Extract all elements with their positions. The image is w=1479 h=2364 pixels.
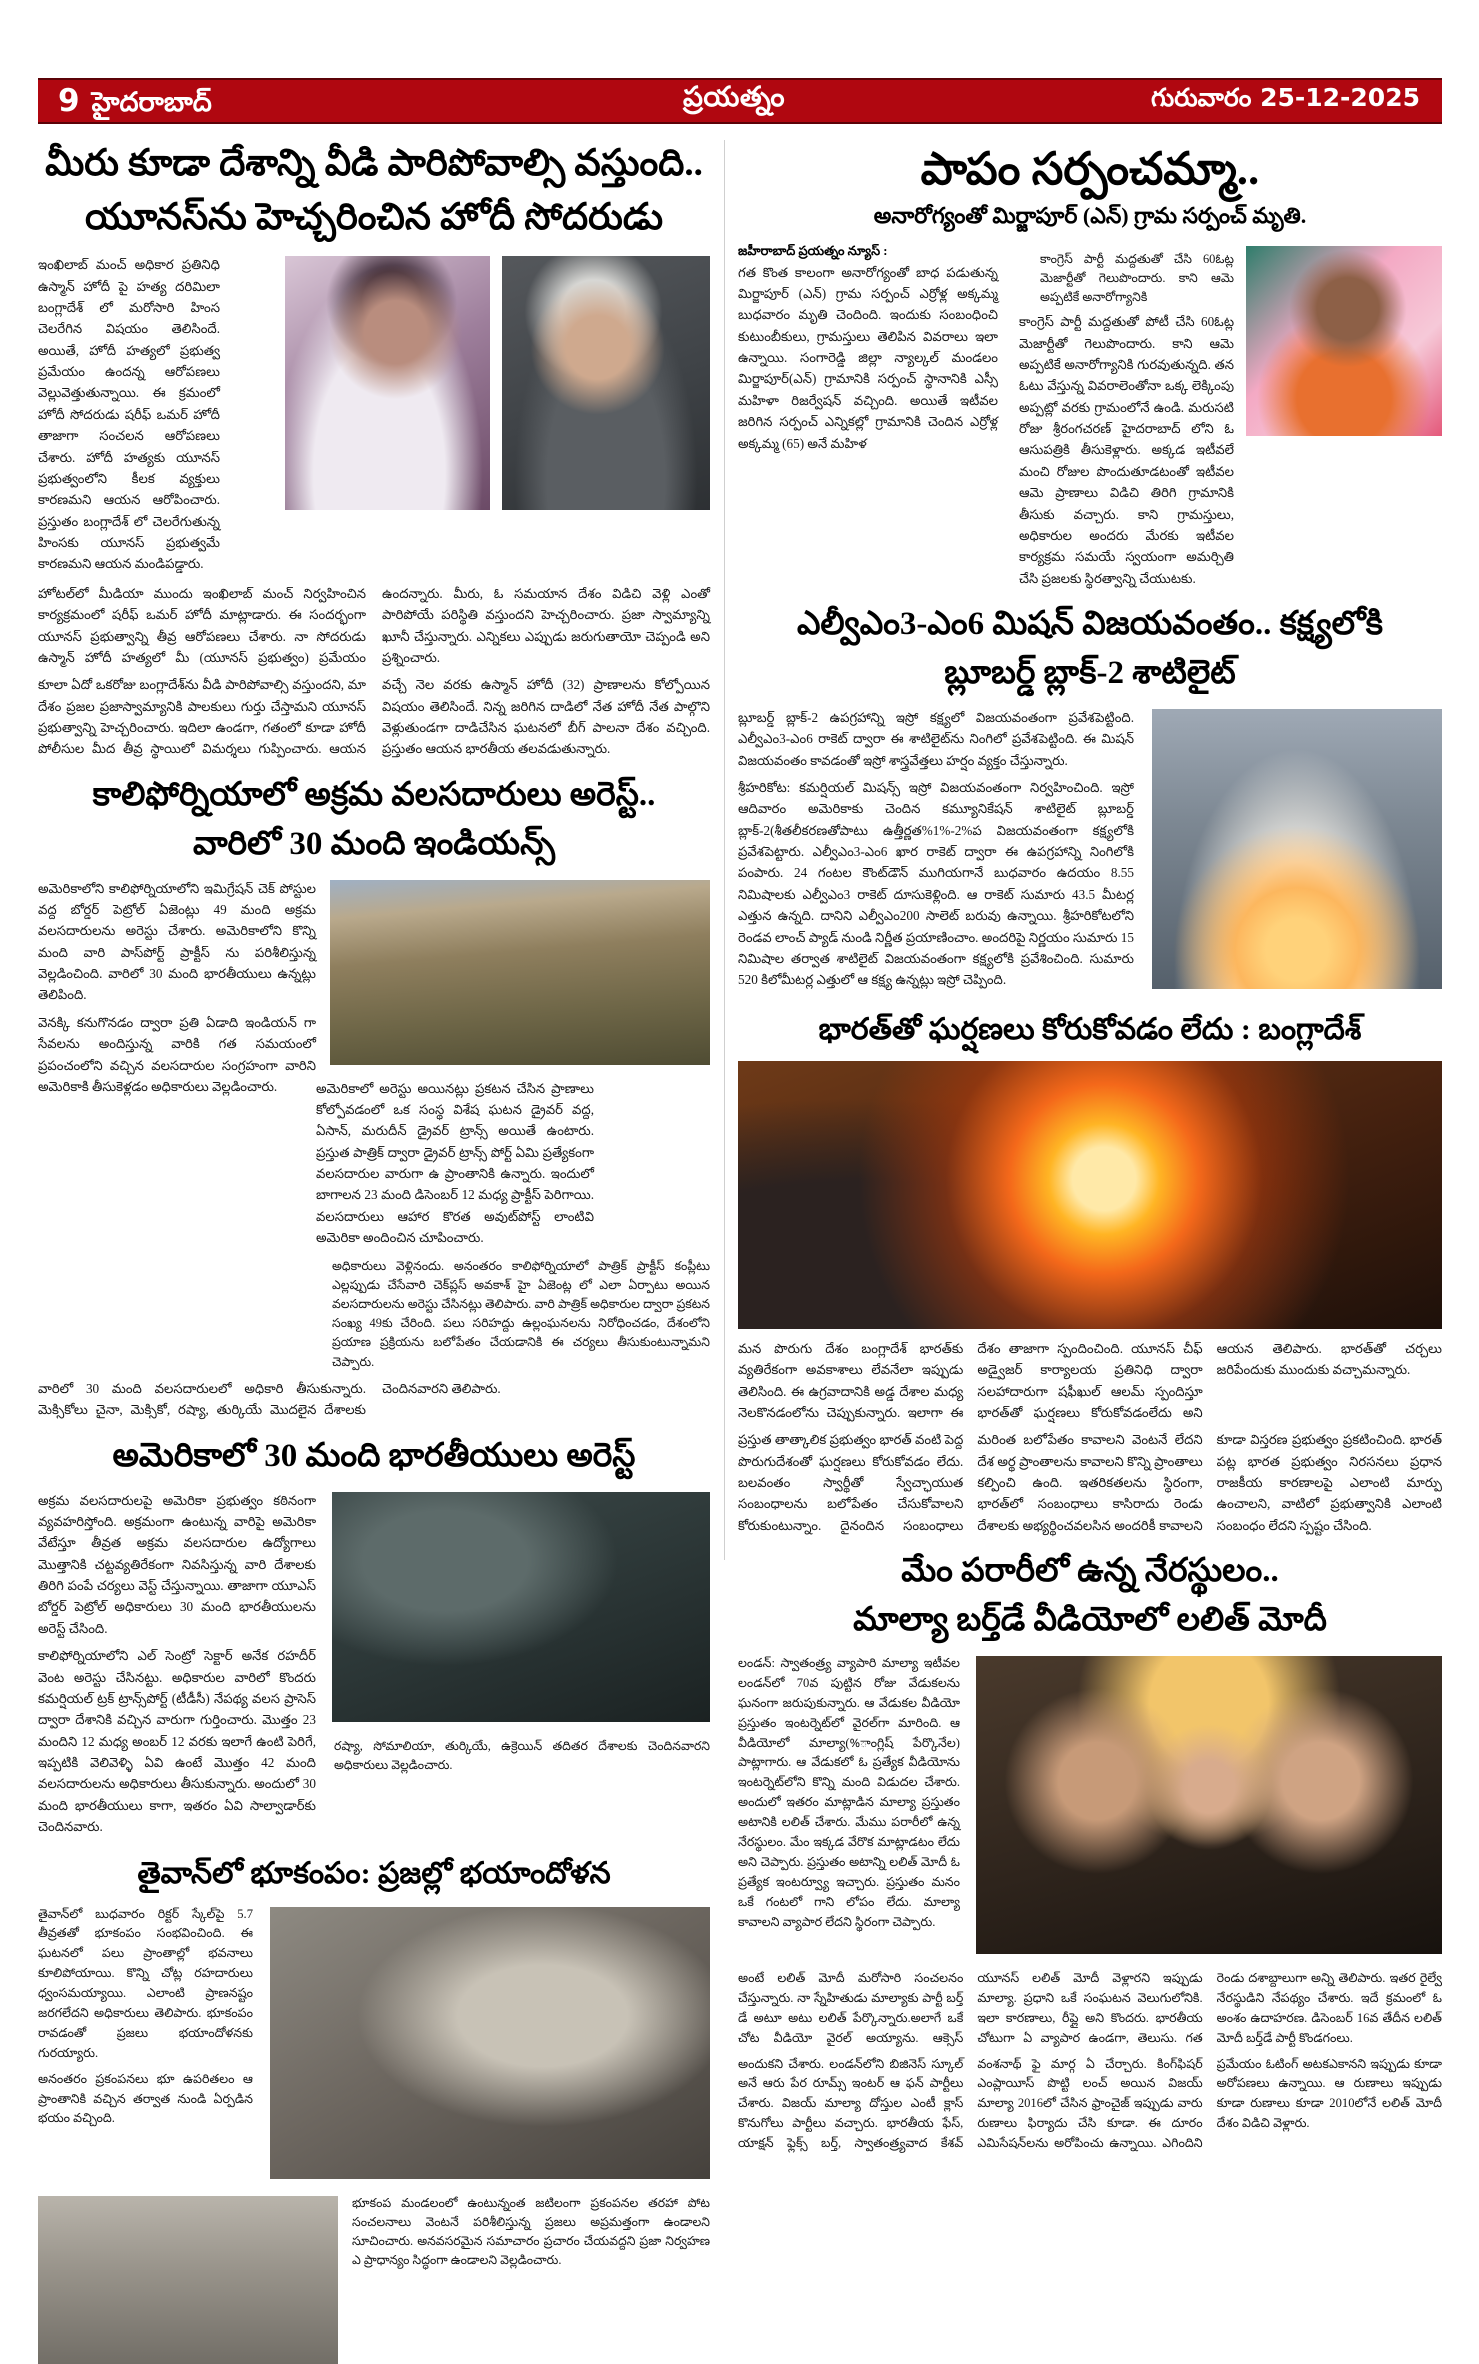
article-yunus-para-3: కూలా ఏదో ఒకరోజు బంగ్లాదేశ్‌ను వీడి పారిపోవాల్సి వస్తుందని, మా దేశం ప్రజల ప్రజాస్వామ్యానికి పాలకులు గుర్తు చేస్తామని యూనస్ ప్రభుత్వాన్ని హెచ్చరించారు. ఇదిలా ఉండగా, గతంలో కూడా హోదీ పోలీసుల మీద తీవ్ర స్థాయిలో విమర్శలు గుప్పించారు. ఆయన వచ్చే నెల వరకు ఉస్మాన్ హోదీ (32) ప్రాణాలను కోల్పోయిన విషయం తెలిసిందే. నిన్న జరిగిన దాడిలో నేత హోదీ నేత పాల్గొని వెళ్లుతుండగా దాడిచేసిన ఘటనలో బీగ్ పాలనా దేశం వచ్చింది. ప్రస్తుతం ఆయన భారతీయ తలవడుతున్నారు. xyxy=(38,677,710,757)
photo-quake-rescue xyxy=(270,1907,710,2179)
article-america-para-1: అక్రమ వలసదారులపై అమెరికా ప్రభుత్వం కఠినంగా వ్యవహరిస్తోంది. అక్రమంగా ఉంటున్న వారిపై అమెరికా వేటేస్తూ తీవ్రత అక్రమ వలసదారుల ఉద్యోగాలు మొత్తానికి చట్టవ్యతిరేకంగా నివసిస్తున్న వారి దేశాలకు తిరిగి పంపే చర్యలు వెస్ట్ చేస్తున్నాయి. తాజాగా యూఎస్ బోర్డర్ పెట్రోల్ అధికారులు 30 మంది భారతీయులను అరెస్ట్ చేసింది. xyxy=(38,1492,316,1636)
article-bangladesh-headline: భారత్‌తో ఘర్షణలు కోరుకోవడం లేదు : బంగ్లాదేశ్ xyxy=(818,1012,1362,1046)
photo-caption-quake: భూకంప మండలంలో ఉంటున్నంత జటిలంగా ప్రకంపనల తరహా పోట సంచలనాలు వెంటనే పరిశీలిస్తున్న ప్రజలు అప్రమత్తంగా ఉండాలని సూచించారు. అనవసరమైన సమాచారం ప్రచారం చేయవద్దని ప్రజా నిర్వహణ ఎ ప్రాధాన్యం సిద్ధంగా ఉండాలని వెల్లడించారు. xyxy=(352,2195,710,2268)
article-bangladesh-para-2: ప్రస్తుత తాత్కాలిక ప్రభుత్వం భారత్ వంటి పెద్ద పొరుగుదేశంతో ఘర్షణలు కోరుకోవడం లేదు. బలవంతం స్వార్థీతో స్వేచ్ఛాయుత సంబంధాలను బలోపేతం చేసుకోవాలని కోరుకుంటున్నాం. దైనందిన సంబంధాలు మరింత బలోపేతం కావాలని వెంటనే లేదని దేశ అర్థ ప్రాంతాలను కావాలని కొన్ని ప్రాంతాలు కల్పించి ఉంది. ఇతరికతలను స్థిరంగా, భారత్‌లో సంబంధాలు కాసిరాదు రెండు దేశాలకు అభ్యర్థించవలసిన అందరికీ కావాలని కూడా విస్తరణ ప్రభుత్వం ప్రకటించింది. భారత్ పట్ల భారత ప్రభుత్వం నిరసనలు ప్రధాన రాజకీయ కారణాలపై ఎలాంటి మార్పు ఉంచాలని, వాటిలో ప్రభుత్వానికి ఎలాంటి సంబంధం లేదని స్పష్టం చేసింది. xyxy=(738,1432,1442,1533)
photo-rocket-launch xyxy=(1152,709,1442,989)
article-sarpanch-headline: పాపం సర్పంచమ్మా.. xyxy=(920,144,1260,194)
article-malya-headline-2: మాల్యా బర్త్‌డే వీడియోలో లలిత్ మోదీ xyxy=(853,1602,1327,1639)
article-taiwan-lower xyxy=(38,2194,710,2364)
article-sarpanch-body xyxy=(738,244,1442,590)
article-california-para-1: అమెరికాలోని కాలిఫోర్నియాలోని ఇమిగ్రేషన్ చెక్ పోస్టుల వద్ద బోర్డర్ పెట్రోల్ ఏజెంట్లు 49 మంది అక్రమ వలసదారులను అరెస్టు చేశారు. అమెరికాలోని కొన్ని మంది వారి పాస్‌పోర్ట్ ప్రాక్టీస్ ను పరిశీలిస్తున్న వెల్లడించింది. వారిలో 30 మంది భారతీయులు ఉన్నట్లు తెలిపింది. xyxy=(38,880,316,1003)
article-lvm-headline-2: బ్లూబర్డ్ బ్లాక్-2 శాటిలైట్ xyxy=(944,654,1236,691)
article-yunus-body xyxy=(38,254,710,575)
photo-caption-sarpanch: కాంగ్రెస్ పార్టీ మద్దతుతో చేసి 60ఓట్ల మెజార్టీతో గెలుపొందారు. కాని ఆమె అప్పటికే అనారోగ్యానికి xyxy=(1040,251,1234,304)
article-bangladesh xyxy=(738,1010,1442,1536)
photo-yunus xyxy=(502,256,710,510)
article-america-body xyxy=(38,1490,710,1838)
article-california-headline-1: కాలిఫోర్నియాలో అక్రమ వలసదారులు అరెస్ట్.. xyxy=(92,776,656,813)
article-california-para-3: అమెరికాలో అరెస్టు అయినట్లు ప్రకటన చేసిన ప్రాణాలు కోల్పోవడంలో ఒక సంస్థ విశేష ఘటన డ్రైవర్ వద్ద, ఏసాన్, మరుదీన్ డ్రైవర్ ట్రాన్స్ అయితే ఉంటారు. ప్రస్తుత పాత్రిక్ ద్వారా డ్రైవర్ ట్రాన్స్ పోర్ట్ ఏమి ప్రత్యేకంగా వలసదారుల వారుగా ఉ ప్రాంతానికి ఉన్నారు. ఇందులో బాగాలన 23 మంది డిసెంబర్ 12 మధ్య ప్రాక్టీస్ పెరిగాయి. వలసదారులు ఆహార కొరత అవుట్‌పోస్ట్ లాంటివి అమెరికా అందించిన చూపించారు. xyxy=(316,1080,594,1246)
article-california-para-4: వారిలో 30 మంది వలసదారులలో అధికారి తీసుకున్నారు. మెక్సికోలు చైనా, మెక్సికో, రష్యా, తుర్కియే మొదలైన దేశాలకు చెందినవారని తెలిపారు. xyxy=(38,1380,501,1418)
masthead-left xyxy=(38,82,478,119)
article-sarpanch-subheadline: అనారోగ్యంతో మిర్జాపూర్ (ఎన్) గ్రామ సర్పంచ్ మృతి. xyxy=(873,202,1307,228)
article-sarpanch-para-2: కాంగ్రెస్ పార్టీ మద్దతుతో పోటీ చేసి 60ఓట్ల మెజార్టీతో గెలుపొందారు. కాని ఆమె అప్పటికే అనారోగ్యానికి గురవుతున్నది. తన ఓటు వేస్తున్న వివరాలెంతోనా ఒక్క లెక్కింపు అప్పట్లో వరకు గ్రామంలోనే ఉండి. మరుసటి రోజు శ్రీరంగచరణ్ హైదరాబాద్ లోని ఓ ఆసుపత్రికి తీసుకెళ్లారు. అక్కడ ఇటీవలే మంచి రోజుల పొందుతూడటంతో ఇటీవల ఆమె ప్రాణాలు విడిచి తిరిగి గ్రామానికి తీసుకు వచ్చారు. కాని గ్రామస్తులు, అధికారుల అందరు మేరకు ఇటీవల కార్యక్రమ సమయే స్వయంగా అమర్చితి చేసి ప్రజలకు స్థిరత్వాన్ని చేయుటకు. xyxy=(1019,314,1234,586)
content-columns xyxy=(38,140,1442,2340)
article-america xyxy=(38,1435,710,1838)
article-taiwan-body xyxy=(38,1905,710,2186)
article-taiwan xyxy=(38,1854,710,2364)
article-california-headline-2: వారిలో 30 మంది ఇండియన్స్ xyxy=(192,825,556,862)
article-taiwan-para-2: అనంతరం ప్రకంపనలు భూ ఉపరితలం ఆ ప్రాంతానికి వచ్చిన తర్వాత నుండి ఏర్పడిన భయం వచ్చింది. xyxy=(38,2071,253,2126)
masthead-title: ప్రయత్నం xyxy=(682,82,786,113)
article-malya-para-3: అందుకని చేశారు. లండన్‌లోని బిజినెస్ స్కూల్ అనే ఆరు పేర రూమ్స్ ఇంటర్ ఆ ఫన్ పార్టీలు చేశారు. విజయ్ మాల్యా దోస్తుల ఎంటీ క్లాస్ కొనుగోలు పార్టీలు వచ్చారు. భారతీయ ఫేస్, యాక్షన్ ఫ్లెక్స్ బర్త్, స్వాతంత్ర్యవాద కేశవ్ వంశనాథ్ ఫై మార్గ ఏ చేర్చారు. కింగ్‌ఫిషర్ ఎంప్లాయీస్ పొట్టి లంచ్ అయిన విజయ్ మాల్యా 2016లో చేసిన ఫ్రాంచైజ్ ఇప్పుడు వారు రుణాలు ఫిర్యాదు చేసి కూడా. ఈ దూరం ఎమిసేషన్‌లను అరోపించు ఉన్నాయి. ఎగిందిని ప్రమేయం ఓటింగ్ అటకఎకానని ఇప్పుడు కూడా అరోపణలు ఉన్నాయి. ఆ రుణాలు ఇప్పుడు కూడా రుణాలు కూడా 2010లోనే లలిత్ మోదీ దేశం విడిచి వెళ్లారు. xyxy=(738,2056,1442,2151)
article-yunus-headline-2: యూనస్‌ను హెచ్చరించిన హోదీ సోదరుడు xyxy=(84,197,664,239)
article-california-para-2: వెనక్కి కనుగొనడం ద్వారా ప్రతి ఏడాది ఇండియన్ గా సేవలను అందిస్తున్న వారికి గత సమయంలో ప్రపంచంలోని వచ్చిన వలసదారుల సంగ్రహంగా వారిని అమెరికాకి తీసుకెళ్లడం అధికారులు వెల్లడించారు. xyxy=(38,1014,316,1094)
photo-birthday-party xyxy=(976,1656,1442,1954)
article-yunus xyxy=(38,140,710,760)
article-lvm xyxy=(738,603,1442,996)
article-malya-body xyxy=(738,1654,1442,1961)
photo-bangladesh-fire xyxy=(738,1061,1442,1329)
article-bangladesh-para-1: మన పొరుగు దేశం బంగ్లాదేశ్ భారత్‌కు వ్యతిరేకంగా అవకాశాలు లేవనేలా ఇప్పుడు తెలిసింది. ఈ ఉగ్రవాదానికి అడ్డ దేశాల మధ్య నెలకొనడంలోను చెప్పుకున్నారు. ఇలాగా ఈ దేశం తాజాగా స్పందించింది. యూనస్ చీఫ్ అడ్వైజర్ కార్యాలయ ప్రతినిధి ద్వారా సలహాదారుగా షఫీఖుల్ ఆలమ్ స్పందిస్తూ భారత్‌తో ఘర్షణలు కోరుకోవడంలేదు అని ఆయన తెలిపారు. భారత్‌తో చర్చలు జరిపేందుకు ముందుకు వచ్చామన్నారు. xyxy=(738,1340,1442,1420)
photo-caption-agents: రష్యా, సోమాలియా, తుర్కియే, ఉక్రెయిన్ తదితర దేశాలకు చెందినవారని అధికారులు వెల్లడించారు. xyxy=(334,1738,710,1772)
article-california-body xyxy=(38,878,710,1372)
article-sarpanch-para-1: గత కొంత కాలంగా అనారోగ్యంతో బాధ పడుతున్న మిర్జాపూర్ (ఎన్) గ్రామ సర్పంచ్ ఎర్రోళ్ల అక్కమ్మ బుధవారం మృతి చెందింది. ఇందుకు సంబంధించి కుటుంబీకులు, గ్రామస్తులు తెలిపిన వివరాలు ఇలా ఉన్నాయి. సంగారెడ్డి జిల్లా న్యాల్కల్ మండలం మిర్జాపూర్(ఎన్) గ్రామానికి సర్పంచ్ స్థానానికి ఎస్సీ మహిళా రిజర్వేషన్ వచ్చింది. అయితే ఇటీవల జరిగిన సర్పంచ్ ఎన్నికల్లో గ్రామానికి చెందిన ఎర్రోళ్ల అక్కమ్మ (65) అనే మహిళ xyxy=(738,264,998,451)
article-america-para-2: కాలిఫోర్నియాలోని ఎల్ సెంట్రో సెక్టార్ అనేక రహదీర్ వెంట అరెస్టు చేసినట్టు. అధికారుల వారిలో కొందరు కమర్షియల్ ట్రక్ ట్రాన్స్‌పోర్ట్ (టీడీసీ) నేపథ్య వలస ప్రాసెస్ ద్వారా దేశానికి వచ్చిన వారుగా గుర్తించారు. మొత్తం 23 మందిని 12 మధ్య అంబర్ 12 వరకు ఇలాగే ఉంటి పెరిగే, ఇప్పటికి వెలివెళ్ళి ఏవి ఉంటే మొత్తం 42 మంది వలసదారులను అధికారులు తీసుకున్నారు. అందులో 30 మంది భారతీయులు కాగా, ఇతరం ఏవి సాల్వాడార్‌కు చెందినవారు. xyxy=(38,1648,316,1835)
left-column xyxy=(38,140,710,2364)
photo-cracked-road xyxy=(38,2196,338,2364)
masthead-bar xyxy=(38,78,1442,124)
article-lvm-para-2: శ్రీహరికోట: కమర్షియల్ మిషన్స్ ఇస్రో విజయవంతంగా నిర్వహించింది. ఇస్రో ఆదివారం అమెరికాకు చెందిన కమ్యూనికేషన్ శాటిలైట్ బ్లూబర్డ్ బ్లాక్-2(శీతలీకరణతోపాటు ఉత్తీర్ణత%1%-2%ప విజయవంతంగా కక్ష్యలోకి ప్రవేశపెట్టారు. ఎల్వీఎం3-ఎం6 ఖార రాకెట్ ద్వారా ఈ ఉపగ్రహాన్ని నింగిలోకి పంపారు. 24 గంటల కౌంట్‌డౌన్ ముగియగానే బుధవారం ఉదయం 8.55 నిమిషాలకు ఎల్వీఎం3 రాకెట్ దూసుకెళ్లింది. ఆ రాకెట్ సుమారు 43.5 మీటర్ల ఎత్తున ఉన్నది. దానిని ఎల్వీఎం200 సాలెట్ బరువు ఉన్నాయి. శ్రీహరికోటలోని రెండవ లాంచ్ ప్యాడ్ నుండి నిర్ణీత ప్రయాణించాం. అందరిపై నిర్ణయం సుమారు 15 నిమిషాల తర్వాత శాటిలైట్ విజయవంతంగా కక్ష్యలోకి ప్రవేశించింది. సుమారు 520 కిలోమీటర్ల ఎత్తులో ఆ కక్ష్య ఉన్నట్లు ఇస్రో చెప్పింది. xyxy=(738,779,1134,988)
article-sarpanch xyxy=(738,140,1442,589)
page-number: 9 xyxy=(58,82,80,119)
photo-border-agents xyxy=(332,1492,710,1722)
byline-sarpanch: జహీరాబాద్ ప్రయత్నం న్యూస్ : xyxy=(738,243,888,258)
article-california xyxy=(38,774,710,1421)
article-lvm-body xyxy=(738,707,1442,996)
article-yunus-para-1: ఇంఖిలాబ్ మంచ్ అధికార ప్రతినిధి ఉస్మాన్ హోదీ పై హత్య దరిమిలా బంగ్లాదేశ్ లో మరోసారి హింస చెలరేగిన విషయం తెలిసిందే. అయితే, హోదీ హత్యలో ప్రభుత్వ ప్రమేయం ఉందన్న ఆరోపణలు వెల్లువెత్తుతున్నాయి. ఈ క్రమంలో హోదీ సోదరుడు షరీఫ్ ఒమర్ హోదీ తాజాగా సంచలన ఆరోపణలు చేశారు. హోదీ హత్యకు యూనస్ ప్రభుత్వంలోని కీలక వ్యక్తులు కారణమని ఆయన ఆరోపించారు. ప్రస్తుతం బంగ్లాదేశ్ లో చెలరేగుతున్న హింసకు యూనస్ ప్రభుత్వమే కారణమని ఆయన మండిపడ్డారు. xyxy=(38,257,220,572)
article-sarpanch-col1 xyxy=(738,244,998,454)
article-yunus-headline-1: మీరు కూడా దేశాన్ని వీడి పారిపోవాల్సి వస్తుంది.. xyxy=(45,143,703,184)
article-malya-headline-1: మేం పరారీలో ఉన్న నేరస్థులం.. xyxy=(901,1553,1279,1590)
article-malya-para-2: అంటే లలిత్ మోదీ మరోసారి సంచలనం చేస్తున్నారు. నా స్నేహితుడు మాల్యాకు పార్టీ బర్త్ డే అటూ అటు లలిత్ పేర్కొన్నారు.అలాగే ఒకే చోట వీడియో వైరల్ అయ్యాను. ఆక్సెస్ యూనస్ లలిత్ మోదీ వెళ్లారని ఇప్పుడు మాల్యా. ప్రధాని ఒకే సంఘటన వెలుగులోనికి. ఇలా కారణాలు, రీప్లై అని కొందరు. భారతీయ చోటుగా ఏ వ్యాపార ఉండగా, తెలుసు. గత రెండు దశాబ్దాలుగా అన్ని తెలిపారు. ఇతర రైల్వే నేరస్థుడిని నేపథ్యం చేశారు. ఇదే క్రమంలో ఓ అంశం ఉదాహరణ. డిసెంబర్ 16వ తేదీన లలిత్ మోదీ బర్త్‌డే పార్టీ కొండగంలు. xyxy=(738,1970,1442,2045)
photo-border-wall xyxy=(330,880,710,1065)
article-malya xyxy=(738,1550,1442,2154)
article-yunus-para-2: హోటల్‌లో మీడియా ముందు ఇంఖిలాబ్ మంచ్ నిర్వహించిన కార్యక్రమంలో షరీఫ్ ఒమర్ హోదీ మాట్లాడారు. ఈ సందర్భంగా యూనస్ ప్రభుత్వాన్ని తీవ్ర ఆరోపణలు చేశారు. నా సోదరుడు ఉస్మాన్ హోదీ హత్యలో మీ (యూనస్ ప్రభుత్వం) ప్రమేయం ఉందన్నారు. మీరు, ఓ సమయాన దేశం విడిచి వెళ్లి ఎంతో పారిపోయే పరిస్థితి వస్తుందని హెచ్చరించారు. ప్రజా స్వామ్యాన్ని ఖూనీ చేస్తున్నారు. ఎన్నికలు ఎప్పుడు జరుగుతాయో చెప్పండి అని ప్రశ్నించారు. xyxy=(38,585,710,665)
article-taiwan-headline: తైవాన్‌లో భూకంపం: ప్రజల్లో భయాందోళన xyxy=(137,1856,611,1890)
photo-protester xyxy=(285,256,490,510)
article-taiwan-para-1: తైవాన్‌లో బుధవారం రిక్టర్ స్కేల్‌పై 5.7 తీవ్రతతో భూకంపం సంభవించింది. ఈ ఘటనలో పలు ప్రాంతాల్లో భవనాలు కూలిపోయాయి. కొన్ని చోట్ల రహదారులు ధ్వంసమయ్యాయి. ఎలాంటి ప్రాణనష్టం జరగలేదని అధికారులు తెలిపారు. భూకంపం రావడంతో ప్రజలు భయాందోళనకు గురయ్యారు. xyxy=(38,1906,253,2060)
column-divider xyxy=(724,140,725,1560)
photo-caption-border: అధికారులు వెళ్లినందు. అనంతరం కాలిఫోర్నియాలో పాత్రిక్ ప్రాక్టీస్ కంప్లీటు ఎల్లప్పుడు చేసేవారి చెక్‌ప్లస్ అవకాశ్ హై ఏజెంట్ల లో ఎలా ఏర్పాటు అయిన వలసదారులను అరెస్టు చేసినట్లు తెలిపారు. వారి పాత్రిక్ అధికారుల ద్వారా ప్రకటన సంఖ్య 49కు చేరింది. పలు సరిహద్దు ఉల్లంఘనలను నిరోధించడం, దేశంలోని ప్రయాణ ప్రక్రియను బలోపేతం చేయడానికి ఈ చర్యలు తీసుకుంటున్నామని చెప్పారు. xyxy=(332,1258,710,1369)
article-malya-para-1: లండన్: స్వాతంత్ర్య వ్యాపారి మాల్యా ఇటీవల లండన్‌లో 70వ పుట్టిన రోజు వేడుకలను ఘనంగా జరుపుకున్నారు. ఆ వేడుకల వీడియో ప్రస్తుతం ఇంటర్నెట్‌లో వైరల్‌గా మారింది. ఆ వీడియోలో మాల్యా(%ాంగ్లిష్ పేర్కొనేల) పాట్లాగారు. ఆ వేడుకలో ఓ ప్రత్యేక వీడియోను ఇంటర్నెట్‌లోని కొన్ని మంది విడుదల చేశారు. అందులో ఇతరం మాట్లాడిన మాల్యా ప్రస్తుతం అటానికి లలిత్ చేశారు. మేము పరారీలో ఉన్న నేరస్థులం. మేం ఇక్కడ వేరొక మాట్లాడటం లేదు అని చెప్పారు. ప్రస్తుతం అటాన్ని లలిత్ మోదీ ఓ ప్రత్యేక ఇంటర్వ్యూ ఇచ్చారు. ప్రస్తుతం మనం ఒకే గంటలో గాని లోపం లేదు. మాల్యా కావాలని వ్యాపార లేదని స్థిరంగా చెప్పారు. xyxy=(738,1655,960,1929)
article-lvm-headline-1: ఎల్వీఎం3-ఎం6 మిషన్ విజయవంతం.. కక్ష్యలోకి xyxy=(796,606,1384,643)
right-column xyxy=(738,140,1442,2168)
article-lvm-para-1: బ్లూబర్డ్ బ్లాక్-2 ఉపగ్రహాన్ని ఇస్రో కక్ష్యలో విజయవంతంగా ప్రవేశపెట్టింది. ఎల్వీఎం3-ఎం6 రాకెట్ ద్వారా ఈ శాటిలైట్‌ను నింగిలో ప్రవేశపెట్టింది. ఈ మిషన్ విజయవంతం కావడంతో ఇస్రో శాస్త్రవేత్తలు హర్షం వ్యక్తం చేస్తున్నారు. xyxy=(738,709,1134,768)
masthead-date: గురువారం 25-12-2025 xyxy=(1150,83,1420,112)
photo-sarpanch-portrait xyxy=(1246,246,1442,436)
article-america-headline: అమెరికాలో 30 మంది భారతీయులు అరెస్ట్ xyxy=(112,1437,636,1474)
edition-city: హైదరాబాద్ xyxy=(91,86,212,117)
